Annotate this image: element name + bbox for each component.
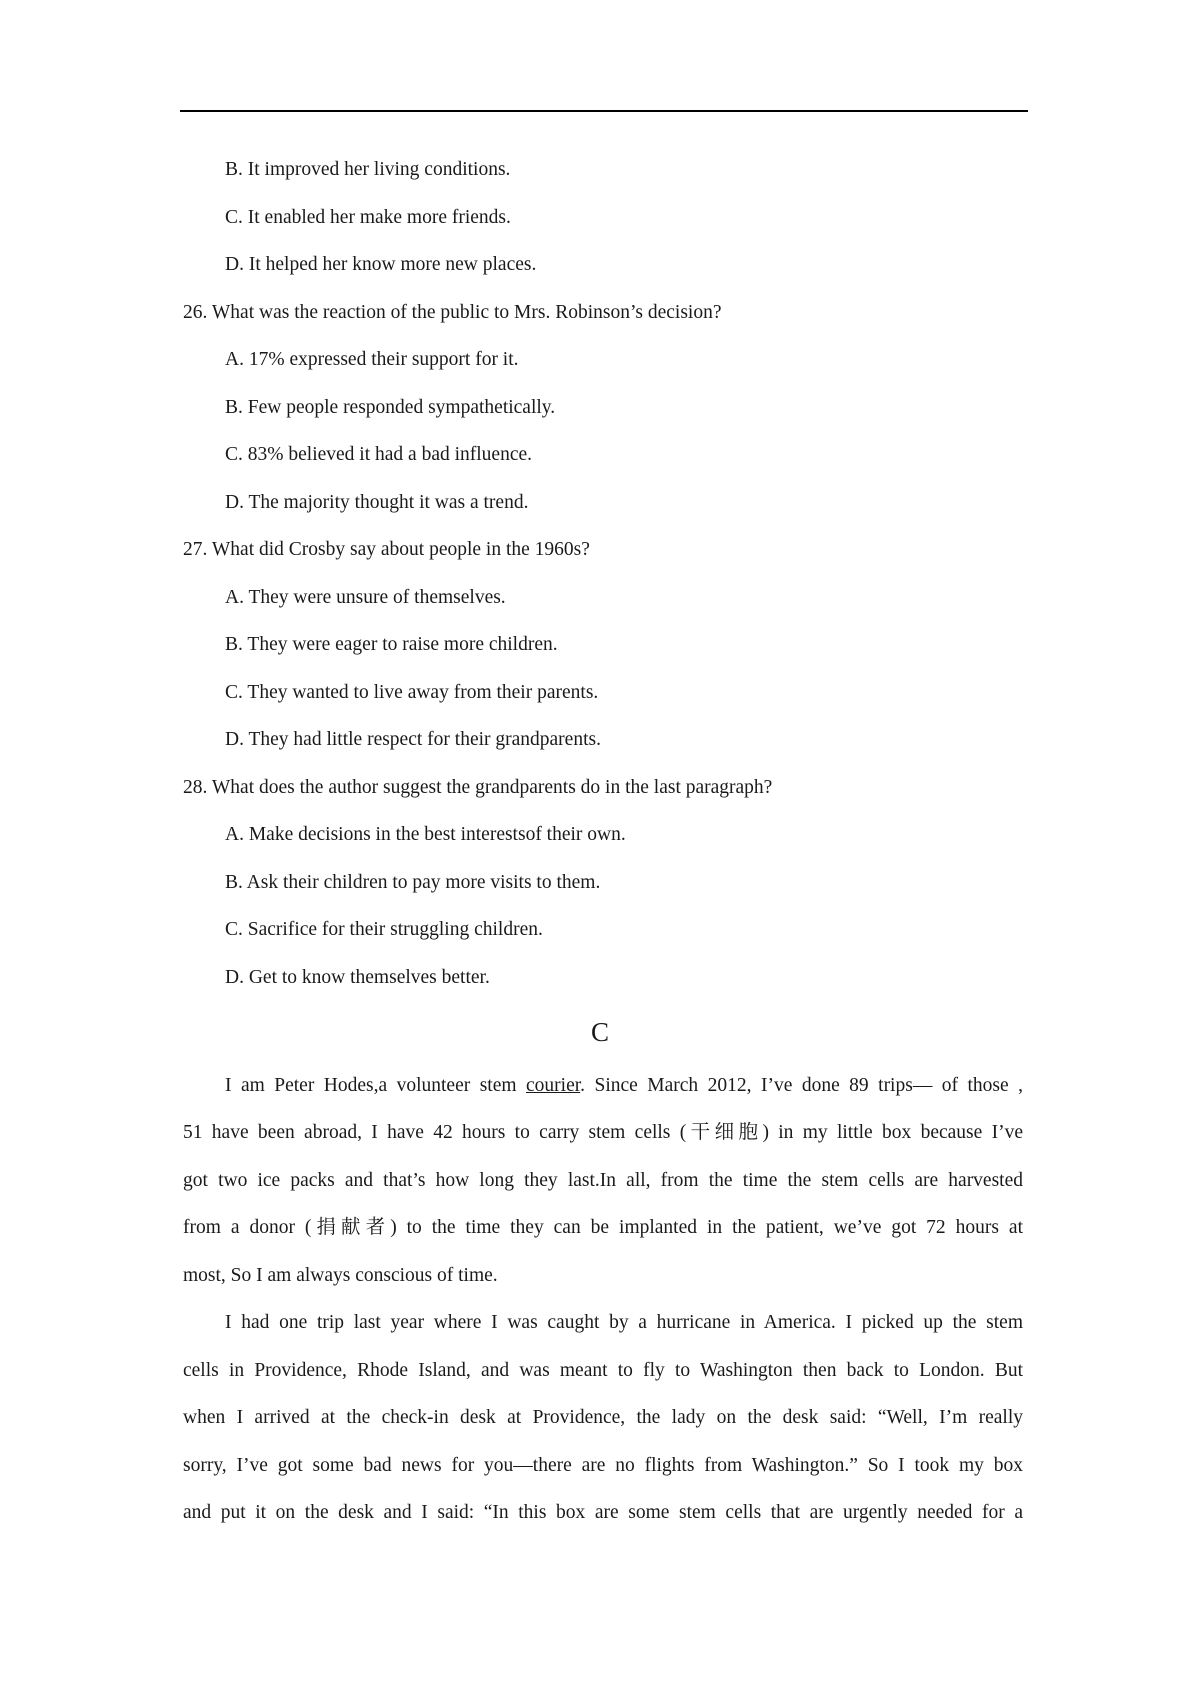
section-title: C xyxy=(590,1017,609,1047)
q28-option-c: C. Sacrifice for their struggling children. xyxy=(225,919,543,940)
q27-option-b: B. They were eager to raise more children. xyxy=(225,634,558,655)
q28-question: 28. What does the author suggest the grandparents do in the last paragraph? xyxy=(183,777,773,798)
q26-option-c: C. 83% believed it had a bad influence. xyxy=(225,444,533,465)
q27-option-a: A. They were unsure of themselves. xyxy=(225,587,506,608)
q28-option-b: B. Ask their children to pay more visits to them. xyxy=(225,872,601,893)
q26-option-b: B. Few people responded sympathetically. xyxy=(225,397,556,418)
passage-p2-line-4: sorry, I’ve got some bad news for you—there are no flights from Washington.” So I took my box xyxy=(183,1455,1023,1476)
q25-option-c: C. It enabled her make more friends. xyxy=(225,207,511,228)
header-rule xyxy=(180,110,1028,112)
q27-option-c: C. They wanted to live away from their parents. xyxy=(225,682,599,703)
q26-option-d: D. The majority thought it was a trend. xyxy=(225,492,529,513)
passage-p1-line-3: got two ice packs and that’s how long they last.In all, from the time the stem cells are harvested xyxy=(183,1170,1023,1191)
passage-p1-line-2: 51 have been abroad, I have 42 hours to carry stem cells (干细胞) in my little box because I’ve xyxy=(183,1122,1023,1143)
passage-p2-line-5: and put it on the desk and I said: “In this box are some stem cells that are urgently needed for a xyxy=(183,1502,1023,1523)
q25-option-d: D. It helped her know more new places. xyxy=(225,254,537,275)
p1-line1-text: I am Peter Hodes,a volunteer stem xyxy=(225,1075,526,1096)
underlined-word: courier xyxy=(526,1075,581,1096)
passage-p1-line-4: from a donor (捐献者) to the time they can be implanted in the patient, we’ve got 72 hours at xyxy=(183,1217,1023,1238)
q28-option-a: A. Make decisions in the best interestsof their own. xyxy=(225,824,626,845)
passage-p1-line-5: most, So I am always conscious of time. xyxy=(183,1265,498,1286)
q27-question: 27. What did Crosby say about people in the 1960s? xyxy=(183,539,590,560)
p1-line1-text-cont: . Since March 2012, I’ve done 89 trips— of those , xyxy=(580,1075,1023,1096)
q27-option-d: D. They had little respect for their grandparents. xyxy=(225,729,601,750)
passage-p2-line-1: I had one trip last year where I was caught by a hurricane in America. I picked up the stem xyxy=(225,1312,1023,1333)
passage-p1-line-1 xyxy=(225,1074,1023,1098)
q26-option-a: A. 17% expressed their support for it. xyxy=(225,349,519,370)
q28-option-d: D. Get to know themselves better. xyxy=(225,967,490,988)
q26-question: 26. What was the reaction of the public to Mrs. Robinson’s decision? xyxy=(183,302,722,323)
passage-p2-line-3: when I arrived at the check-in desk at Providence, the lady on the desk said: “Well, I’m really xyxy=(183,1407,1023,1428)
passage-p2-line-2: cells in Providence, Rhode Island, and was meant to fly to Washington then back to London. But xyxy=(183,1360,1023,1381)
q25-option-b: B. It improved her living conditions. xyxy=(225,159,511,180)
